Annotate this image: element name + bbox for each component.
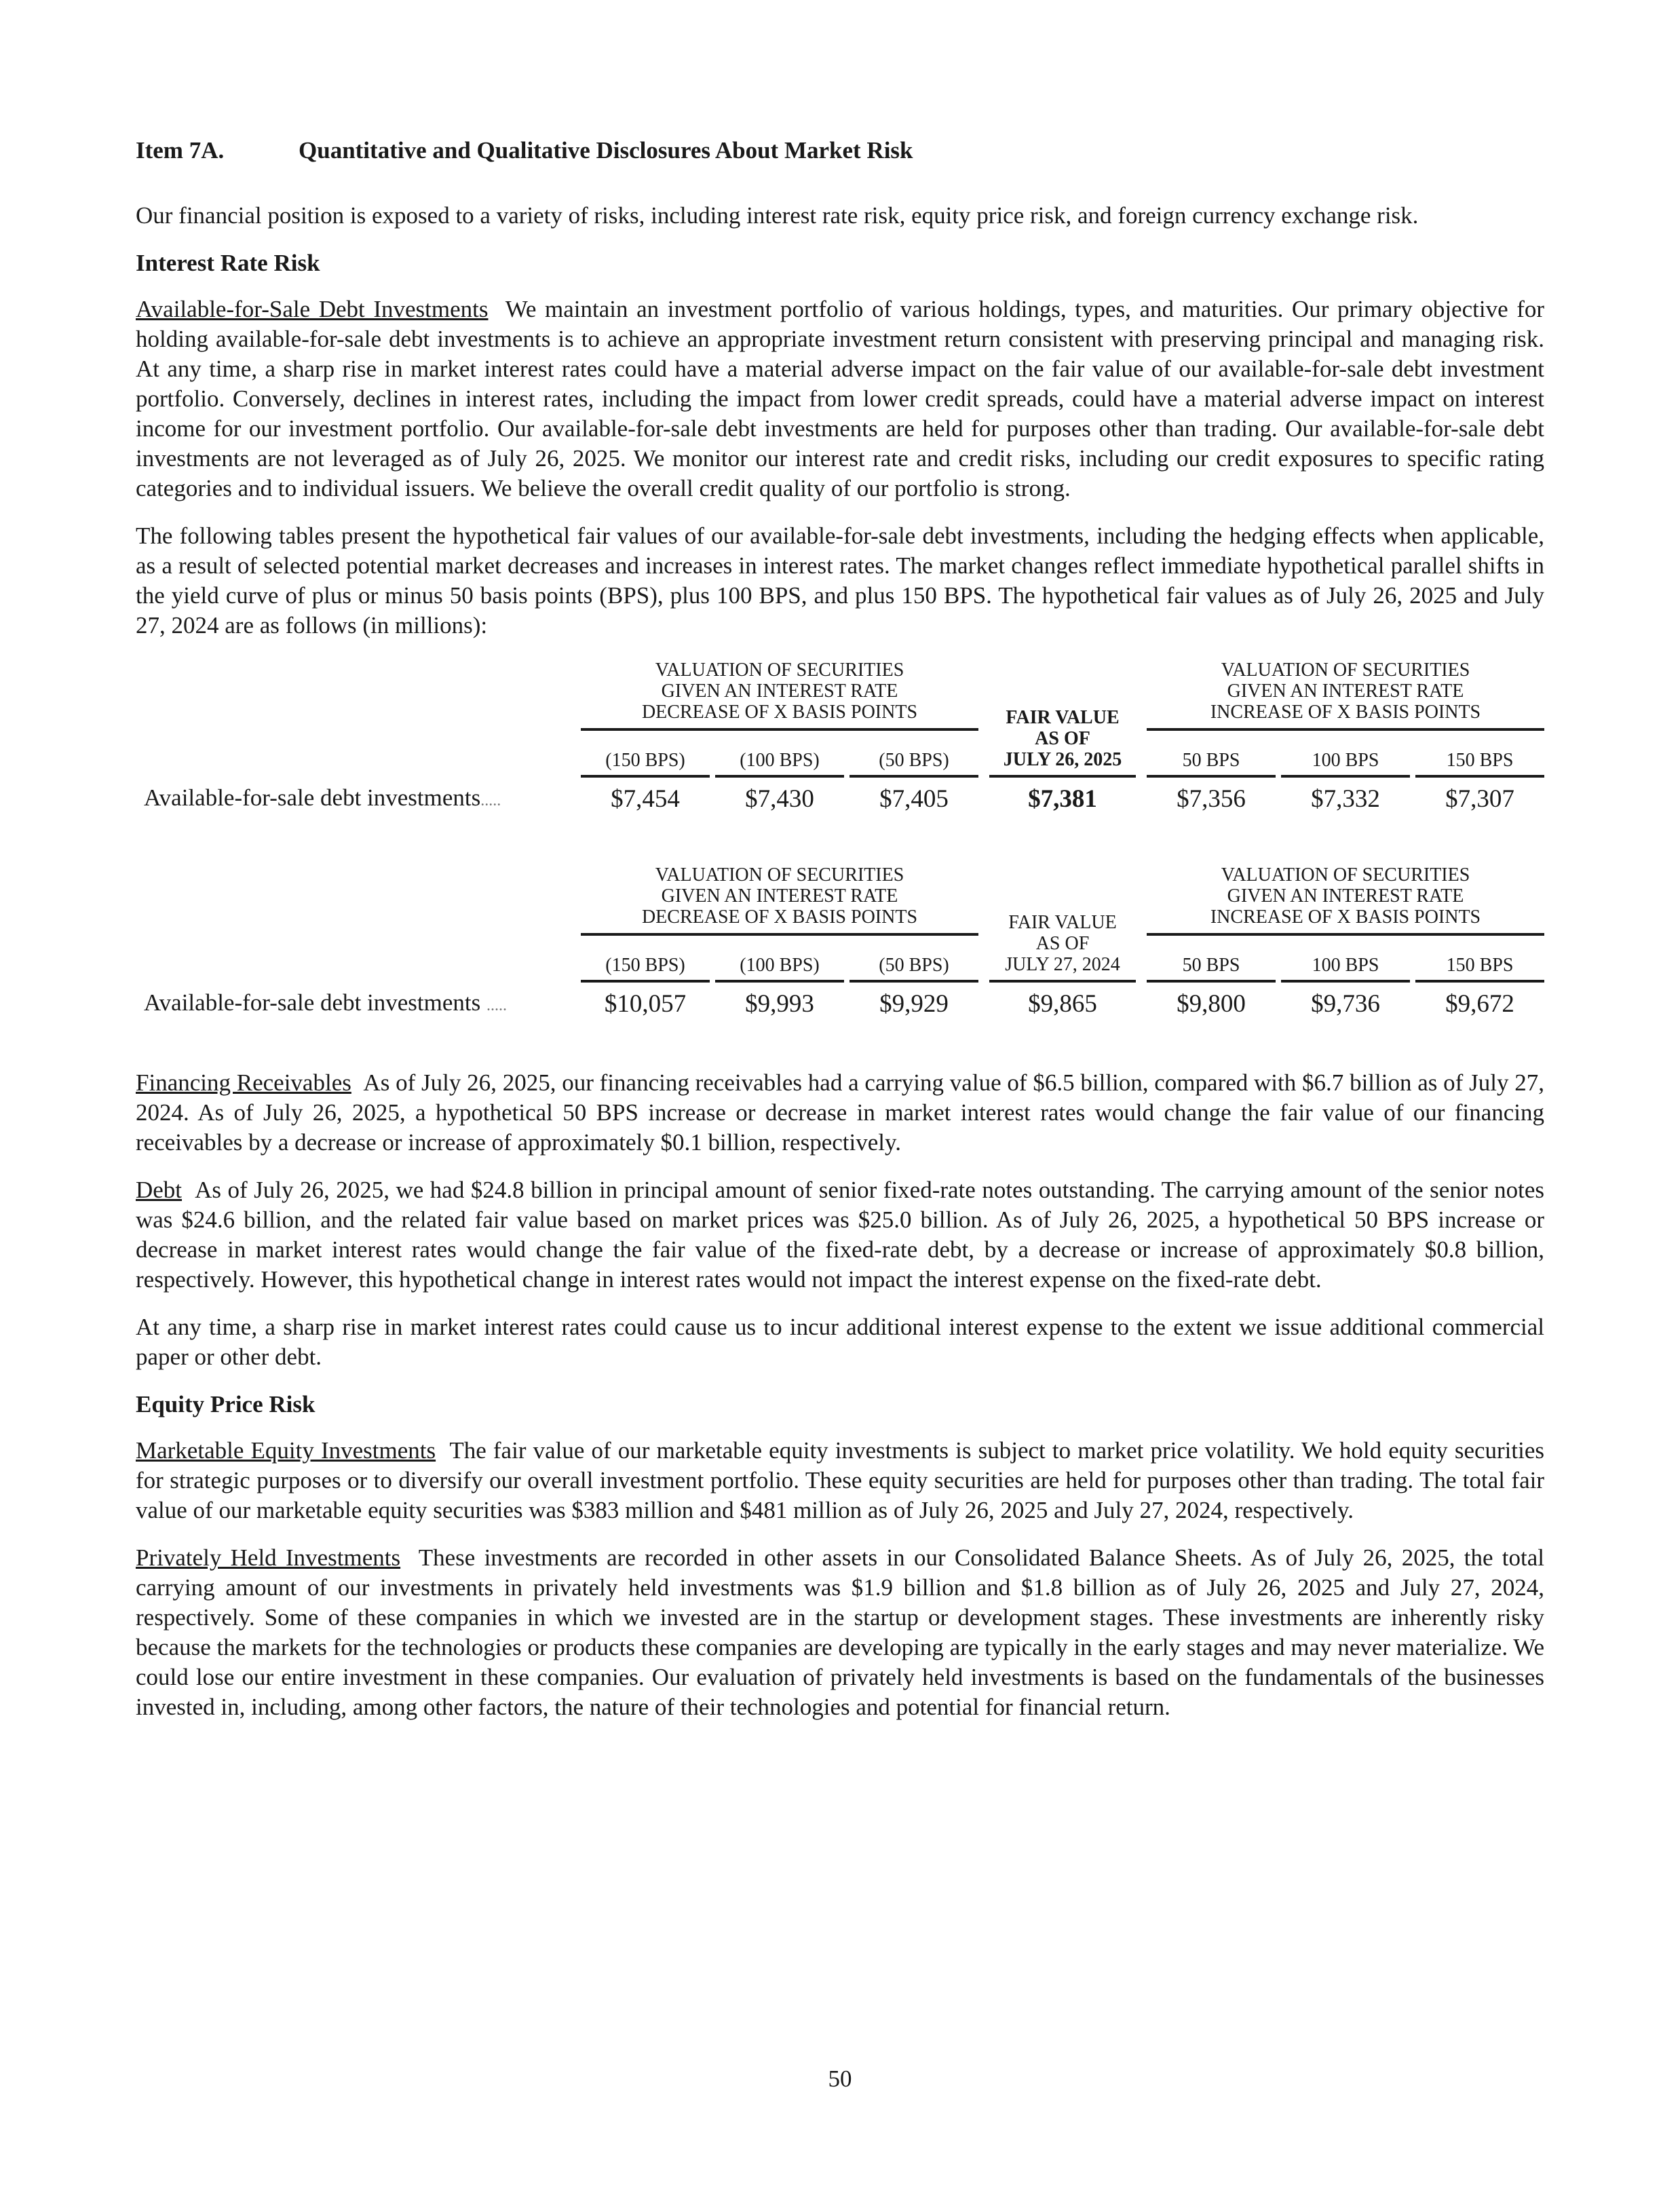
equity-price-risk-heading: Equity Price Risk [136,1391,316,1417]
column-header: (50 BPS) [879,750,949,771]
column-header: (100 BPS) [740,750,820,771]
table-cell: $9,993 [745,990,814,1018]
table-cell: $9,929 [879,990,949,1018]
row-label [144,783,501,816]
table-cell: $7,356 [1177,785,1246,813]
row-label [144,988,507,1021]
group-rule [1147,728,1544,731]
fair-value-header-line: FAIR VALUE [1006,707,1120,728]
marketable-paragraph [136,1436,1544,1525]
table-cell: $7,430 [745,785,814,813]
tables-intro-paragraph: The following tables present the hypothetical fair values of our available-for-sale debt investments, including the hedging effects when applicable, as a result of selected potential market decreases and increases in interest rates. The market changes reflect immediate hypothetical parallel shifts in the yield curve of plus or minus 50 basis points (BPS), plus 100 BPS, and plus 150 BPS. The hypothetical fair values as of July 26, 2025 and July 27, 2024 are as follows (in millions): [136,522,1544,639]
financing-text: As of July 26, 2025, our financing receivables had a carrying value of $6.5 billion, compared with $6.7 billion as of July 27, 2024. As of July 26, 2025, a hypothetical 50 BPS increase or decrease in market interest rates would change the fair value of our financing receivables by a decrease or increase of approximately $0.1 billion, respectively. [136,1069,1544,1156]
increase-group-header [1147,660,1544,723]
afs-label: Available-for-Sale Debt Investments [136,296,489,322]
afs-text: We maintain an investment portfolio of various holdings, types, and maturities. Our primary objective for holding available-for-sale debt investments is to achieve an appropriate investment return consistent with preserving principal and managing risk. At any time, a sharp rise in market interest rates could have a material adverse impact on the fair value of our available-for-sale debt investment portfolio. Conversely, declines in interest rates, including the impact from lower credit spreads, could have a material adverse impact on interest income for our investment portfolio. Our available-for-sale debt investments are held for purposes other than trading. Our available-for-sale debt investments are not leveraged as of July 26, 2025. We monitor our interest rate and credit risks, including our credit exposures to specific rating categories and to individual issuers. We believe the overall credit quality of our portfolio is strong. [136,296,1545,501]
fair-value-header-line: FAIR VALUE [1008,912,1117,933]
column-header: 150 BPS [1446,750,1514,771]
group-header-line: VALUATION OF SECURITIES [655,864,904,886]
fair-value-header-line: JULY 27, 2024 [1005,954,1120,975]
debt-paragraph [136,1175,1544,1295]
column-header: (150 BPS) [605,955,685,976]
private-text: These investments are recorded in other assets in our Consolidated Balance Sheets. As of July 26, 2025, the total carrying amount of our investments in privately held investments was $1.9 billion and $1.8 billion as of July 26, 2025 and July 27, 2024, respectively. Some of these companies in which we invested are in the startup or development stages. These investments are inherently risky because the markets for the technologies or products these companies are developing are typically in the early stages and may never materialize. We could lose our entire investment in these companies. Our evaluation of privately held investments is based on the fundamentals of the businesses invested in, including, among other factors, the nature of their technologies and potential for financial return. [136,1544,1544,1720]
fair-value-header-line: AS OF [1035,728,1090,749]
financing-paragraph [136,1068,1544,1158]
sensitivity-table-2024 [136,864,1544,1050]
table-cell: $9,800 [1177,990,1246,1018]
private-label: Privately Held Investments [136,1544,401,1571]
column-header: 50 BPS [1182,955,1240,976]
intro-paragraph: Our financial position is exposed to a variety of risks, including interest rate risk, equity price risk, and foreign currency exchange risk. [136,202,1419,229]
group-header-line: DECREASE OF X BASIS POINTS [641,907,918,928]
table-cell: $7,454 [611,785,680,813]
table-cell: $9,672 [1445,990,1514,1018]
column-header: 150 BPS [1446,955,1514,976]
increase-group-header [1147,864,1544,928]
sharp-rise-paragraph: At any time, a sharp rise in market interest rates could cause us to incur additional interest expense to the extent we issue additional commercial paper or other debt. [136,1314,1544,1370]
column-rule [989,980,1136,983]
afs-paragraph [136,294,1544,503]
group-header-line: VALUATION OF SECURITIES [1221,660,1470,681]
marketable-label: Marketable Equity Investments [136,1437,436,1464]
column-header: (50 BPS) [879,955,949,976]
fair-value-header [989,707,1136,770]
column-rule [581,980,710,983]
fair-value-header-line: AS OF [1035,933,1090,954]
debt-label: Debt [136,1177,183,1203]
group-header-line: GIVEN AN INTEREST RATE [661,886,898,907]
table-cell: $7,307 [1445,785,1514,813]
marketable-text: The fair value of our marketable equity investments is subject to market price volatility. We hold equity securities for strategic purposes or to diversify our overall investment portfolio. These equity securities are held for purposes other than trading. The total fair value of our marketable equity securities was $383 million and $481 million as of July 26, 2025 and July 27, 2024, respectively. [136,1437,1544,1523]
group-rule [581,933,978,936]
group-header-line: VALUATION OF SECURITIES [1221,864,1470,886]
row-label-text: Available-for-sale debt investments [144,989,481,1016]
group-header-line: VALUATION OF SECURITIES [655,660,904,681]
table-cell-fair-value: $7,381 [1028,785,1097,813]
column-rule [581,775,710,778]
leader-dots: ..... [486,997,508,1014]
sensitivity-table-2025 [136,660,1544,845]
page-number: 50 [828,2066,852,2092]
table-cell: $9,736 [1311,990,1380,1018]
group-header-line: GIVEN AN INTEREST RATE [1227,886,1464,907]
column-header: (100 BPS) [740,955,820,976]
table-cell: $7,405 [879,785,949,813]
group-header-line: GIVEN AN INTEREST RATE [1227,681,1464,702]
fair-value-header [989,912,1136,975]
financing-label: Financing Receivables [136,1069,351,1096]
group-header-line: DECREASE OF X BASIS POINTS [641,702,918,723]
group-header-line: INCREASE OF X BASIS POINTS [1210,907,1481,928]
item-title: Quantitative and Qualitative Disclosures About Market Risk [299,137,913,164]
interest-rate-risk-heading: Interest Rate Risk [136,250,320,276]
column-rule [1415,980,1544,983]
decrease-group-header [581,660,978,723]
fair-value-header-line: JULY 26, 2025 [1003,749,1122,770]
group-header-line: INCREASE OF X BASIS POINTS [1210,702,1481,723]
column-rule [1281,775,1410,778]
table-cell: $7,332 [1311,785,1380,813]
leader-dots: ..... [480,792,501,810]
column-rule [1147,980,1276,983]
item-heading [136,136,1544,166]
column-rule [715,980,844,983]
column-header: 100 BPS [1312,750,1379,771]
column-header: (150 BPS) [605,750,685,771]
group-rule [581,728,978,731]
row-label-text: Available-for-sale debt investments [144,784,481,811]
private-paragraph [136,1543,1544,1722]
column-rule [1281,980,1410,983]
column-header: 100 BPS [1312,955,1379,976]
column-rule [989,775,1136,778]
document-page [136,136,1544,1740]
decrease-group-header [581,864,978,928]
table-cell-fair-value: $9,865 [1028,990,1097,1018]
column-header: 50 BPS [1182,750,1240,771]
table-cell: $10,057 [604,990,687,1018]
column-rule [1415,775,1544,778]
column-rule [1147,775,1276,778]
column-rule [715,775,844,778]
column-rule [849,980,978,983]
debt-text: As of July 26, 2025, we had $24.8 billion in principal amount of senior fixed-rate notes outstanding. The carrying amount of the senior notes was $24.6 billion, and the related fair value based on market prices was $25.0 billion. As of July 26, 2025, a hypothetical 50 BPS increase or decrease in market interest rates would change the fair value of the fixed-rate debt, by a decrease or increase of approximately $0.8 billion, respectively. However, this hypothetical change in interest rates would not impact the interest expense on the fixed-rate debt. [136,1177,1545,1293]
item-number: Item 7A. [136,137,225,164]
group-header-line: GIVEN AN INTEREST RATE [661,681,898,702]
column-rule [849,775,978,778]
group-rule [1147,933,1544,936]
